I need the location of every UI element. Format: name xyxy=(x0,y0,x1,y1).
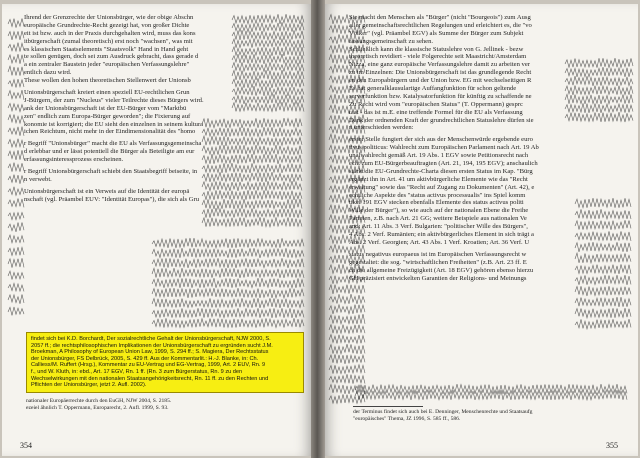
text-line: itbürgerschaft (zumal theoretisch) erst noch "wachsen", was mit xyxy=(24,37,193,45)
footnote-line: nationaler Europäerrechte durch den EuGH, NJW 2004, S. 2185. xyxy=(26,398,172,404)
footnote-line: ezeiel ähnlich T. Oppermann, Europarecht, 2. Aufl. 1999, S. 93. xyxy=(26,404,169,411)
text-line: These wollen den hohen theoretischen Stellenwert der Unionsb xyxy=(24,77,191,85)
scribble-stroke xyxy=(152,318,304,328)
scribble-stroke xyxy=(329,314,365,324)
text-line: n unterschieden werden: xyxy=(349,124,414,132)
text-line: Ihrend der Grenzrechte der Unionsbürger, wie der obige Abschn xyxy=(24,14,194,21)
scribble-stroke xyxy=(575,308,631,318)
text-line: Parteien, z.B. nach Art. 21 GG; weitere Beispiele aus nationalen Ve xyxy=(349,215,527,223)
scribble-stroke xyxy=(8,103,24,111)
text-line: zen" endlich zum Europa-Bürger geworden"; die Fixierung auf xyxy=(24,112,191,120)
page-number-left: 354 xyxy=(20,441,32,450)
text-line: erwaltung" sowie das "Recht auf Zugang zu Dokumenten" (Art. 42), e xyxy=(349,183,535,191)
text-line: erfassungsinteressprozess erscheinen. xyxy=(24,156,124,164)
scribble-stroke xyxy=(8,212,24,219)
text-line: n verwebt. xyxy=(24,175,52,183)
scribble-stroke xyxy=(152,308,304,318)
text-line: Dank der ordnenden Kraft der grundrechtlichen Statuslehre dürfen sie xyxy=(349,116,534,124)
scribble-stroke xyxy=(355,390,627,400)
text-line: serverfunktion bzw. Katalysatorfunktion für künftig zu schaffende ne xyxy=(349,92,532,100)
scribble-stroke xyxy=(8,271,24,279)
text-line: ch die allgemeine Freizügigkeit (Art. 18 EGV) gehören ebenso hierzu xyxy=(349,266,534,274)
scribble-stroke xyxy=(8,235,24,243)
left-body-text xyxy=(24,14,289,204)
scribble-stroke xyxy=(329,335,365,344)
scribble-stroke xyxy=(8,66,24,76)
text-line: ichen Reichtum, nicht mehr in der Eindimensionalität des "homo xyxy=(24,128,196,136)
text-line: d erlebbar und er lässt potentiell die Bürger als Beteiligte am eur xyxy=(24,148,195,156)
right-body-text xyxy=(349,14,621,282)
text-line: tivus politicus: Wahlrecht zum Europäischen Parlament nach Art. 19 Ab xyxy=(349,144,539,152)
scribble-stroke xyxy=(575,319,631,329)
scribble-stroke xyxy=(329,384,365,393)
text-line: J-Bürgern, der zum "Nucleus" vieler Teilrechte dieses Bürgers wird. xyxy=(24,96,204,104)
scribble-stroke xyxy=(575,297,631,307)
scribble-stroke xyxy=(329,294,365,304)
scribble-stroke xyxy=(152,248,304,258)
scribble-stroke xyxy=(152,288,304,298)
left-page xyxy=(2,4,311,456)
footnote-line: "europäisches" Thema, JZ 1996, S. 585 ff., 586. xyxy=(353,415,461,422)
text-line: tikel 191 EGV stecken ebenfalls Elemente des status activus politi xyxy=(349,199,524,207)
text-line: en den Europabürgern und der Union bzw. EG mit wechselseitigen R xyxy=(349,77,532,85)
scribble-stroke xyxy=(152,298,304,308)
scribble-stroke xyxy=(575,286,631,296)
footnote-rest xyxy=(26,398,296,411)
text-line: gegestaltet: die sog. "wirtschaftlichen Freiheiten" (z.B. Art. 23 ff. E xyxy=(349,258,527,266)
text-line: konomie ist korrigiert; die EU sieht den einzelnen in seinem kultura xyxy=(24,120,204,128)
text-line: echtliche Aspekte des "status activus processualis" ins Spiel komm xyxy=(349,191,526,199)
text-line: te sollen genügen, doch sei zum Ausdruck gebracht, dass gerade d xyxy=(24,53,199,61)
text-line: eit ist bzw. auch in der Praxis durchgehalten wird, muss das kons xyxy=(24,29,196,37)
text-line: entlich dazu wird. xyxy=(24,69,72,77)
footnote-line: 2057 ff.; die rechtsphilosophischen Implikationen der Unionsbürgerschaft zu ergründen sucht J.M. xyxy=(31,342,273,349)
scribble-stroke xyxy=(202,208,302,218)
scribble-stroke xyxy=(8,79,24,88)
scribble-stroke xyxy=(8,43,24,52)
text-line: es klassischen Staatselements "Staatsvolk" Hand in Hand geht xyxy=(24,45,189,53)
footnote-line: Broekman, A Philosophy of European Union Law, 1999, S. 294 ff.; S. Magiera, Der Rechtsstatus xyxy=(31,349,269,356)
text-line: r Begriff Unionsbürgerschaft schiebt den Staatsbegriff beiseite, in xyxy=(24,168,198,176)
text-line: GH präzisiert entwickelten Garantien der Religions- und Meinungs xyxy=(349,274,527,282)
scribble-stroke xyxy=(152,258,304,268)
text-line: Völker" (vgl. Präambel EGV) als Summe der Bürger zum Subjekt xyxy=(349,29,524,37)
text-line: 4 Abs. 2 Verf. Rumänien; ein aktivbürgerliches Element in sich trägt a xyxy=(349,231,534,239)
text-line: unalwahlrecht gemäß Art. 19 Abs. 1 EGV sowie Petitionsrecht nach xyxy=(349,152,529,160)
scribble-stroke xyxy=(8,18,24,27)
scribble-stroke xyxy=(8,31,24,40)
text-line: taat - das ist m.E. eine treffende Formel für die EU als Verfassung xyxy=(349,108,523,116)
text-line: zu im Einzelnen: Die Unionsbürgerschaft ist das grundlegende Recht xyxy=(349,69,532,77)
scribble-stroke xyxy=(202,217,302,227)
text-line: Sie macht den Menschen als "Bürger" (nicht "Bourgeois") zum Ausg xyxy=(349,14,531,21)
scribble-stroke xyxy=(355,384,627,394)
scribble-stroke xyxy=(8,175,24,184)
scribble-stroke xyxy=(329,365,365,374)
text-line: Nizza, eine ganz europäische Verfassungslehre damit zu arbeiten ver xyxy=(349,61,530,69)
text-line: Es hat generalklausulartige Auffangfunktion für schon geltende xyxy=(349,85,517,93)
text-line: Abs. 2 Verf. Georgien; Art. 43 Abs. 1 Verf. Kroatien; Art. 36 Verf. U xyxy=(349,238,530,246)
scribble-stroke xyxy=(329,354,365,364)
scribble-stroke xyxy=(8,198,24,207)
scribble-stroke xyxy=(8,247,24,255)
scribble-stroke xyxy=(8,307,24,315)
right-footnotes xyxy=(353,409,613,422)
text-line: europäische Grundrechte-Recht gezeigt hat, von großer Dichte xyxy=(24,21,190,29)
scribble-stroke xyxy=(8,127,24,136)
footnote-rule xyxy=(353,406,423,407)
scribble-stroke xyxy=(8,139,24,148)
page-number-right: 355 xyxy=(606,441,618,450)
text-line: erster Stelle fungiert der sich aus der Menschenwürde ergebende euro xyxy=(349,136,533,144)
scribble-stroke xyxy=(8,222,24,231)
scribble-stroke xyxy=(8,114,24,123)
scribble-stroke xyxy=(152,278,304,288)
footnote-line: f., und W. Kluth, in: ebd., Art. 17 EGV, Rn. 1 ff. (Rn. 3 zum Bürgerstatus, Rn. 9 zu den xyxy=(31,368,243,375)
footnote-line: Pflichten der Unionsbürger, jetzt 2. Aufl. 2002). xyxy=(31,382,147,389)
text-line: Schließlich kann die klassische Statuslehre von G. Jellinek - bezw xyxy=(349,45,524,53)
scribble-stroke xyxy=(8,163,24,172)
footnote-line: Calliess/M. Ruffert (Hrsg.), Kommentar zu EU-Vertrag und EG-Vertrag, 1999, Art. 2 EUV, Rn. 9 xyxy=(31,362,266,369)
scribble-stroke xyxy=(329,285,365,294)
text-line: theoretisch revidiert - viele Folgerechte seit Maastricht/Amsterdam xyxy=(349,53,527,61)
scribble-stroke xyxy=(329,374,365,383)
scribble-stroke xyxy=(152,238,304,248)
text-line: Wille der Bürger"), so wie auch auf der nationalen Ebene die Freihe xyxy=(349,207,529,215)
scribble-stroke xyxy=(329,325,365,334)
text-line: Unionsbürgerschaft ist ein Verweis auf die Identität der europä xyxy=(24,187,190,195)
scribble-stroke xyxy=(329,394,365,403)
scribble-stroke xyxy=(8,294,24,303)
text-line: and: Art. 11 Abs. 3 Verf. Bulgarien: "politischer Wille des Bürgers", xyxy=(349,223,528,231)
scribble-stroke xyxy=(152,268,304,278)
text-line: Zu Recht wird vom "europäischen Status" (T. Oppermann) gesprc xyxy=(349,100,523,108)
scribble-stroke xyxy=(8,187,24,196)
scribble-stroke xyxy=(8,54,24,64)
text-line: a ein zentraler Baustein jeder "europäischen Verfassungslehre" xyxy=(24,61,190,69)
scribble-stroke xyxy=(329,305,365,314)
book-gutter xyxy=(311,0,325,458)
text-line: status negativus europaeus ist im Europäischen Verfassungsrecht w xyxy=(349,250,527,258)
scribble-stroke xyxy=(8,150,24,160)
scribble-stroke xyxy=(8,283,24,291)
text-line: echt zum EU-Bürgerbeauftragten (Art. 21, 194, 195 EGV); anschaulich xyxy=(349,160,538,168)
text-line: aller gemeinschaftsrechtlichen Regelungen und erleichtert es, die "vo xyxy=(349,21,532,29)
text-line: stärkt die EU-Grundrechte-Charta diesen ersten Status im Kap. "Bürg xyxy=(349,167,533,175)
text-line: fassungsgemeinschaft zu sehen. xyxy=(349,37,434,45)
footnote-line: der Terminus findet sich auch bei E. Denninger, Menschenrechte und Staatsaufg xyxy=(353,409,533,415)
footnote-line: findet sich bei K.D. Borchardt, Der sozialrechtliche Gehalt der Unionsbürgerschaft, NJW 2000, S. xyxy=(31,336,271,342)
text-line: Unionsbürgerschaft kreiert einen speziell EU-rechtlichen Grun xyxy=(24,89,190,97)
scribble-stroke xyxy=(329,344,365,354)
text-line: ergänzt ihn in Art. 41 um aktivbürgerliche Elemente wie das "Recht xyxy=(349,175,528,183)
highlighted-footnote xyxy=(26,332,304,393)
scribble-stroke xyxy=(8,90,24,100)
text-line: nschaft (vgl. Präambel EUV: "Identität Europas"), die sich als Gru xyxy=(24,195,200,203)
right-page xyxy=(325,4,638,456)
text-line: r Begriff "Unionsbürger" macht die EU als Verfassungsgemeinscha xyxy=(24,140,202,148)
footnote-line: der Unionsbürger, FS Delbrück, 2005, S. 429 ff. Aus der Kommentarlit.: H.-J. Blanke, in: Ch. xyxy=(31,355,259,362)
footnote-line: Wechselwirkungen mit den nationalen Staatsangehörigkeitsrecht, Rn. 11 ff. zu den Rechten und xyxy=(31,375,269,382)
scribble-stroke xyxy=(8,258,24,267)
text-line: ank der Unionsbürgerschaft ist der EU-Bürger vom "Marktbü xyxy=(24,104,187,112)
